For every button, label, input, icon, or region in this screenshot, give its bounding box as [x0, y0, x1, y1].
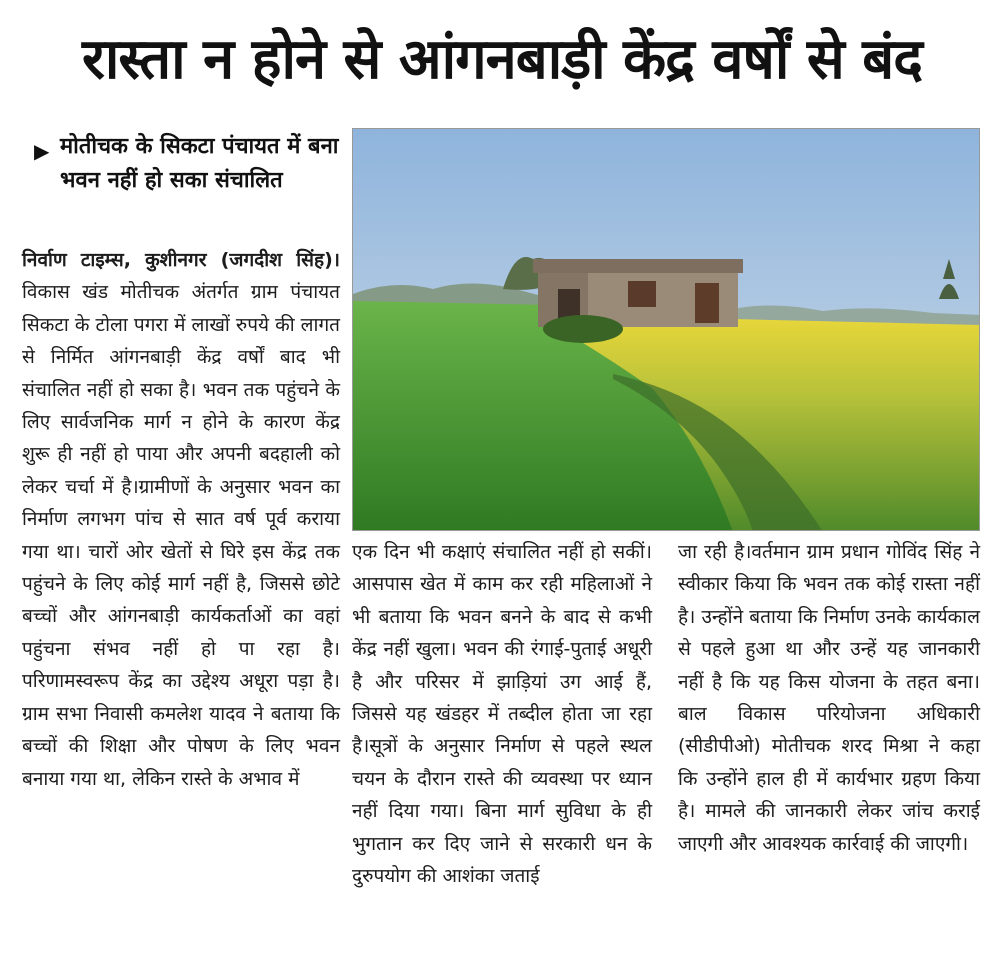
field-with-building-illustration [353, 129, 980, 531]
column-3-text: जा रही है।वर्तमान ग्राम प्रधान गोविंद सिंह ने स्वीकार किया कि भवन तक कोई रास्ता नहीं है। उन्होंने बताया कि निर्माण उनके कार्यकाल से पहले हुआ था और उन्हें यह जानकारी नहीं है कि यह किस योजना के तहत बना।बाल विकास परियोजना अधिकारी (सीडीपीओ) मोतीचक शरद मिश्रा ने कहा कि उन्होंने हाल ही में कार्यभार ग्रहण किया है। मामले की जानकारी लेकर जांच कराई जाएगी और आवश्यक कार्रवाई की जाएगी। [678, 541, 980, 855]
dateline: निर्वाण टाइम्स, कुशीनगर (जगदीश सिंह)। [22, 249, 340, 271]
article-photo [352, 128, 980, 531]
subheadline-text: मोतीचक के सिकटा पंचायत में बना भवन नहीं हो सका संचालित [60, 134, 339, 193]
subheadline [34, 130, 360, 198]
article-column-2 [352, 536, 652, 892]
article-column-1 [22, 244, 340, 795]
headline: रास्ता न होने से आंगनबाड़ी केंद्र वर्षों से बंद [82, 27, 922, 92]
column-1-text: विकास खंड मोतीचक अंतर्गत ग्राम पंचायत सिकटा के टोला पगरा में लाखों रुपये की लागत से निर्मित आंगनबाड़ी केंद्र वर्षों बाद भी संचालित नहीं हो सका है। भवन तक पहुंचने के लिए सार्वजनिक मार्ग न होने के कारण केंद्र शुरू ही नहीं हो पाया और अपनी बदहाली को लेकर चर्चा में है।ग्रामीणों के अनुसार भवन का निर्माण लगभग पांच से सात वर्ष पूर्व कराया गया था। चारों ओर खेतों से घिरे इस केंद्र तक पहुंचने के लिए कोई मार्ग नहीं है, जिससे छोटे बच्चों और आंगनबाड़ी कार्यकर्ताओं का वहां पहुंचना संभव नहीं हो पा रहा है। परिणामस्वरूप केंद्र का उद्देश्य अधूरा पड़ा है।ग्राम सभा निवासी कमलेश यादव ने बताया कि बच्चों की शिक्षा और पोषण के लिए भवन बनाया गया था, लेकिन रास्ते के अभाव में [22, 281, 340, 790]
triangle-bullet-icon: ▶ [34, 139, 50, 163]
article-column-3 [678, 536, 980, 860]
column-2-text: एक दिन भी कक्षाएं संचालित नहीं हो सकीं। आसपास खेत में काम कर रही महिलाओं ने भी बताया कि भवन बनने के बाद से कभी केंद्र नहीं खुला। भवन की रंगाई-पुताई अधूरी है और परिसर में झाड़ियां उग आई हैं, जिससे यह खंडहर में तब्दील होता जा रहा है।सूत्रों के अनुसार निर्माण से पहले स्थल चयन के दौरान रास्ते की व्यवस्था पर ध्यान नहीं दिया गया। बिना मार्ग सुविधा के ही भुगतान कर दिए जाने से सरकारी धन के दुरुपयोग की आशंका जताई [352, 541, 652, 888]
